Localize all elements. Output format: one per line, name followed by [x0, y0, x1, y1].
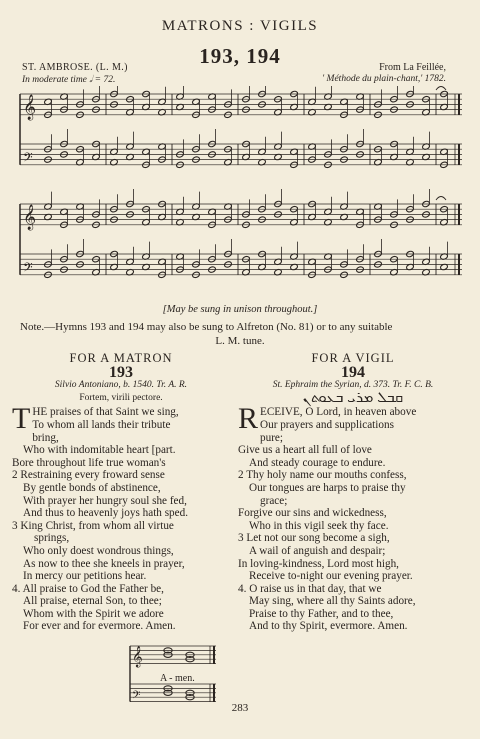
hymn193-drop-cap: T	[12, 402, 31, 436]
hymn193-line: By gentle bonds of abstinence,	[23, 481, 161, 494]
hymn-194-author: St. Ephraim the Syrian, d. 373. Tr. F. C. B.	[272, 380, 434, 391]
hymn-193-author: Silvio Antoniano, b. 1540. Tr. A. R.	[54, 380, 188, 391]
tune-source: From La Feillée,	[379, 62, 446, 73]
hymn193-line: As now to thee she kneels in prayer,	[23, 557, 185, 570]
hymn194-line: Praise to thy Father, and to thee,	[249, 607, 394, 620]
hymn-194-title: FOR A VIGIL	[311, 351, 395, 365]
hymn193-line: 3 King Christ, from whom all virtue	[12, 519, 174, 532]
hymn194-line: Our prayers and supplications	[260, 418, 394, 431]
hymn-numbers: 193, 194	[199, 44, 281, 68]
hymn-194-number: 194	[341, 363, 365, 381]
hymn194-line: And steady courage to endure.	[249, 456, 386, 469]
treble-clef: 𝄞	[23, 204, 37, 230]
hymn193-line: To whom all lands their tribute	[32, 418, 171, 431]
hymn193-line: bring,	[32, 431, 59, 444]
hymn-194-verses	[238, 402, 468, 633]
hymn193-line: Who with indomitable heart [part.	[23, 444, 176, 457]
hymn194-line: In loving-kindness, Lord most high,	[238, 557, 399, 570]
hymn194-line: Receive to-night our evening prayer.	[249, 570, 413, 583]
hymn194-line: pure;	[260, 431, 284, 444]
hymn193-line: In mercy our petitions hear.	[23, 570, 147, 583]
hymn-193-title: FOR A MATRON	[69, 351, 173, 365]
amen-bass-clef: 𝄢	[132, 689, 141, 705]
amen-text: A - men.	[160, 673, 195, 684]
fermata	[436, 87, 446, 91]
hymn194-drop-cap: R	[238, 402, 259, 436]
hymn193-line: Who only doest wondrous things,	[23, 544, 174, 557]
hymn194-line: 4. O raise us in that day, that we	[238, 582, 382, 595]
hymn193-line: springs,	[34, 532, 70, 545]
score-svg	[14, 86, 466, 314]
tune-source-detail: ' Méthode du plain-chant,' 1782.	[322, 74, 446, 84]
hymn194-line: Our tongues are harps to praise thy	[249, 481, 406, 494]
tune-name: ST. AMBROSE. (L. M.)	[22, 62, 128, 73]
usage-note-line1: Note.—Hymns 193 and 194 may also be sung to Alfreton (No. 81) or to any suitable	[20, 321, 393, 333]
hymn194-line: 3 Let not our song become a sigh,	[238, 532, 390, 545]
usage-note-line2: L. M. tune.	[215, 335, 265, 347]
hymn193-line: 4. All praise to God the Father be,	[12, 582, 164, 595]
hymn194-line: And to thy Spirit, evermore. Amen.	[249, 620, 408, 633]
hymn193-line: With prayer her hungry soul she fed,	[23, 494, 187, 507]
hymn-193	[12, 352, 230, 633]
hymn193-line: Whom with the Spirit we adore	[23, 607, 164, 620]
music-score	[14, 86, 466, 314]
hymn194-line: 2 Thy holy name our mouths confess,	[238, 469, 407, 482]
hymn-193-verses	[12, 402, 230, 633]
treble-clef: 𝄞	[23, 94, 37, 120]
hymn193-line-text: HE praises of that Saint we sing,	[32, 406, 179, 419]
hymn194-line: May sing, where all thy Saints adore,	[249, 595, 416, 608]
hymn-194	[238, 352, 468, 633]
hymn-193-number: 193	[109, 363, 133, 381]
bass-clef: 𝄢	[23, 149, 33, 168]
hymn-194-syriac-incipit: ܩܒܠ ܡܪܝ ܒܥܘܬܢ	[302, 389, 404, 406]
bass-clef: 𝄢	[23, 259, 33, 278]
hymn193-line: For ever and for evermore. Amen.	[23, 620, 176, 633]
hymn194-line: Who in this vigil seek thy face.	[249, 519, 389, 532]
fermata	[436, 197, 446, 201]
hymn194-line: Give us a heart all full of love	[238, 444, 372, 457]
amen-treble-clef: 𝄞	[132, 646, 143, 668]
hymn194-line-text: ECEIVE, O Lord, in heaven above	[260, 406, 417, 419]
hymn193-line: Bore throughout life true woman's	[12, 456, 166, 469]
hymn-193-latin: Fortem, virili pectore.	[79, 392, 163, 403]
hymn193-line: And thus to heavenly joys hath sped.	[23, 507, 188, 520]
hymn193-line: 2 Restraining every froward sense	[12, 469, 165, 482]
page-number: 283	[231, 702, 249, 714]
music-caption: [May be sung in unison throughout.]	[162, 304, 318, 315]
hymn194-line: Forgive our sins and wickedness,	[238, 507, 387, 520]
hymn193-line: All praise, eternal Son, to thee;	[23, 595, 162, 608]
usage-note	[20, 320, 460, 348]
tempo-marking: In moderate time 𝅗𝅥 = 72.	[22, 75, 116, 85]
hymn194-line: A wail of anguish and despair;	[249, 544, 386, 557]
hymn194-line: grace;	[260, 494, 288, 507]
page-header: MATRONS : VIGILS	[161, 18, 319, 34]
